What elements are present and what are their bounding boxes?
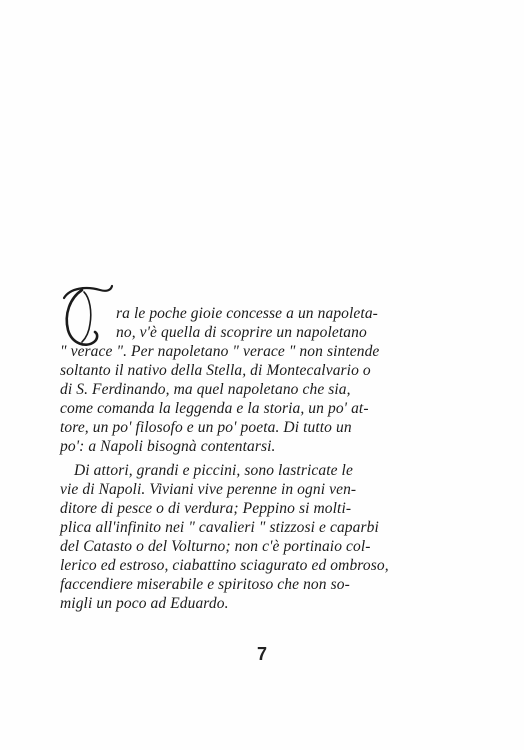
p2-line-3: ditore di pesce o di verdura; Peppino si molti- xyxy=(60,500,352,517)
page-number: 7 xyxy=(256,644,267,664)
p2-line-5: del Catasto o del Volturno; non c'è portinaio col- xyxy=(60,538,371,555)
p1-line-2: no, v'è quella di scoprire un napoletano xyxy=(116,324,367,341)
initial-t-glyph xyxy=(60,284,114,350)
decorative-initial-t xyxy=(60,284,114,350)
p1-line-1: ra le poche gioie concesse a un napoleta- xyxy=(116,305,378,322)
p1-line-6: come comanda la leggenda e la storia, un po' at- xyxy=(60,400,369,417)
p2-line-6: lerico ed estroso, ciabattino sciagurato ed ombroso, xyxy=(60,557,389,574)
p1-line-4: soltanto il nativo della Stella, di Montecalvario o xyxy=(60,362,371,379)
p2-line-2: vie di Napoli. Viviani vive perenne in ogni ven- xyxy=(60,481,357,498)
p1-line-5: di S. Ferdinando, ma quel napoletano che sia, xyxy=(60,381,351,398)
p1-line-8: po': a Napoli bisognà contentarsi. xyxy=(60,438,276,455)
p1-line-3: " verace ". Per napoletano " verace " non sintende xyxy=(60,343,380,360)
p2-line-4: plica all'infinito nei " cavalieri " stizzosi e caparbi xyxy=(60,519,379,536)
p1-line-7: tore, un po' filosofo e un po' poeta. Di tutto un xyxy=(60,419,352,436)
p2-line-7: faccendiere miserabile e spiritoso che non so- xyxy=(60,576,350,593)
p2-line-1: Di attori, grandi e piccini, sono lastricate le xyxy=(74,462,353,479)
p2-line-8: migli un poco ad Eduardo. xyxy=(60,595,229,612)
